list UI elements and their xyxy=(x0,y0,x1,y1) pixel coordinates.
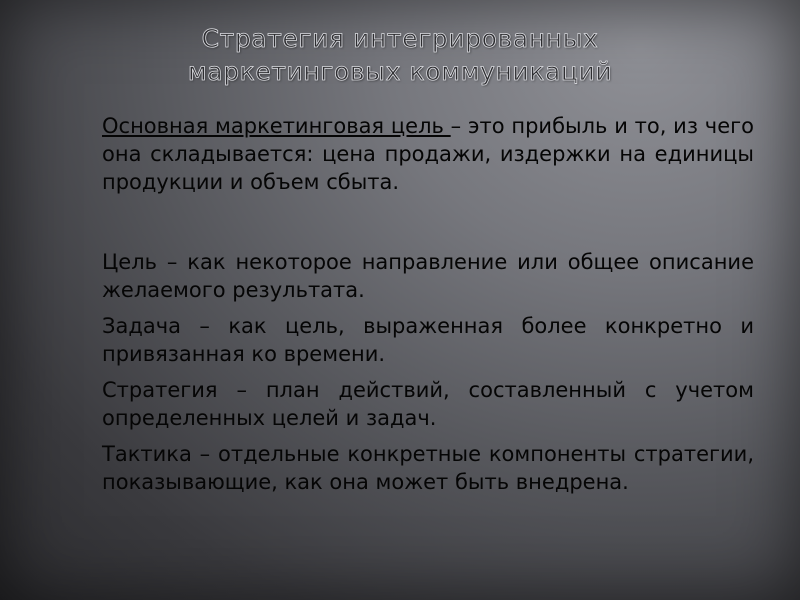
slide-title-line-2: маркетинговых коммуникаций xyxy=(187,57,613,86)
slide-title-line-1: Стратегия интегрированных xyxy=(201,24,599,53)
paragraph-spacer xyxy=(102,196,754,248)
paragraph-gap xyxy=(102,432,754,440)
paragraph-gap xyxy=(102,368,754,376)
paragraph-tactics: Тактика – отдельные конкретные компоненты стратегии, показывающие, как она может быть внедрена. xyxy=(102,442,754,494)
paragraph-goal: Цель – как некоторое направление или общее описание желаемого результата. xyxy=(102,250,754,302)
slide-body xyxy=(102,112,754,496)
paragraph-task: Задача – как цель, выраженная более конкретно и привязанная ко времени. xyxy=(102,314,754,366)
slide-title xyxy=(0,22,800,88)
paragraph-strategy: Стратегия – план действий, составленный с учетом определенных целей и задач. xyxy=(102,378,754,430)
main-goal-term: Основная маркетинговая цель xyxy=(102,114,451,138)
paragraph-main-goal xyxy=(102,112,754,196)
main-goal-definition: – это прибыль и то, из чего она складывается: цена продажи, издержки на единицы продукции и объем сбыта. xyxy=(102,114,754,194)
paragraph-gap xyxy=(102,304,754,312)
